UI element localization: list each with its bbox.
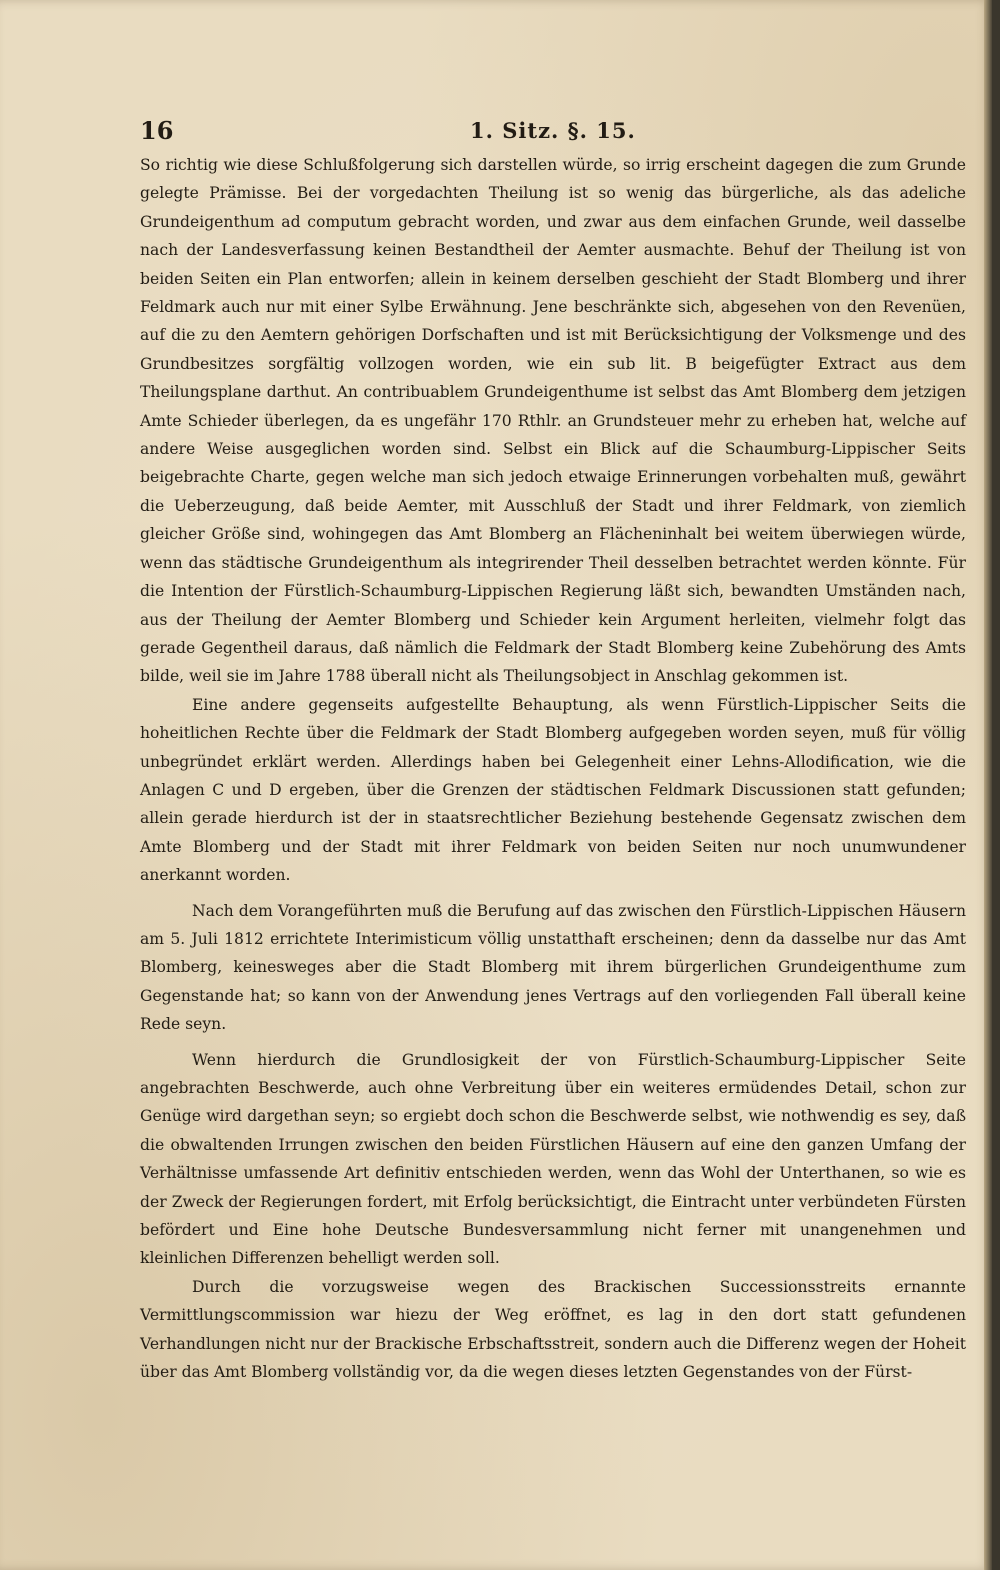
page-number: 16 [140,116,174,145]
body-text [140,151,966,1386]
page-header [140,116,964,150]
paragraph-5: Durch die vorzugsweise wegen des Brackischen Successionsstreits ernannte Vermittlungscommission war hiezu der Weg eröffnet, es lag in den dort statt gefundenen Verhandlungen nicht nur der Brackische Erbschaftsstreit, sondern auch die Differenz wegen der Hoheit über das Amt Blomberg vollständig vor, da die wegen dieses letzten Gegenstandes von der Fürst- [140,1277,966,1382]
paragraph-4: Wenn hierdurch die Grundlosigkeit der von Fürstlich-Schaumburg-Lippischer Seite angebrachten Beschwerde, auch ohne Verbreitung über ein weiteres ermüdendes Detail, schon zur Genüge wird dargethan seyn; so ergiebt doch schon die Beschwerde selbst, wie nothwendig es sey, daß die obwaltenden Irrungen zwischen den beiden Fürstlichen Häusern auf eine den ganzen Umfang der Verhältnisse umfassende Art definitiv entschieden werden, wenn das Wohl der Unterthanen, so wie es der Zweck der Regierungen fordert, mit Erfolg berücksichtigt, die Eintracht unter verbündeten Fürsten befördert und Eine hohe Deutsche Bundesversammlung nicht ferner mit unangenehmen und kleinlichen Differenzen behelligt werden soll. [140,1050,966,1268]
paragraph-1: So richtig wie diese Schlußfolgerung sich darstellen würde, so irrig erscheint dagegen die zum Grunde gelegte Prämisse. Bei der vorgedachten Theilung ist so wenig das bürgerliche, als das adeliche Grundeigenthum ad computum gebracht worden, und zwar aus dem einfachen Grunde, weil dasselbe nach der Landesverfassung keinen Bestandtheil der Aemter ausmachte. Behuf der Theilung ist von beiden Seiten ein Plan entworfen; allein in keinem derselben geschieht der Stadt Blomberg und ihrer Feldmark auch nur mit einer Sylbe Erwähnung. Jene beschränkte sich, abgesehen von den Revenüen, auf die zu den Aemtern gehörigen Dorfschaften und ist mit Berücksichtigung der Volksmenge und des Grundbesitzes sorgfältig vollzogen worden, wie ein sub lit. B beigefügter Extract aus dem Theilungsplane darthut. An contribuablem Grundeigenthume ist selbst das Amt Blomberg dem jetzigen Amte Schieder überlegen, da es ungefähr 170 Rthlr. an Grundsteuer mehr zu erheben hat, welche auf andere Weise ausgeglichen worden sind. Selbst ein Blick auf die Schaumburg-Lippischer Seits beigebrachte Charte, gegen welche man sich jedoch etwaige Erinnerungen vorbehalten muß, gewährt die Ueberzeugung, daß beide Aemter, mit Ausschluß der Stadt und ihrer Feldmark, von ziemlich gleicher Größe sind, wohingegen das Amt Blomberg an Flächeninhalt bei weitem überwiegen würde, wenn das städtische Grundeigenthum als integrirender Theil desselben betrachtet werden könnte. Für die Intention der Fürstlich-Schaumburg-Lippischen Regierung läßt sich, bewandten Umständen nach, aus der Theilung der Aemter Blomberg und Schieder kein Argument herleiten, vielmehr folgt das gerade Gegentheil daraus, daß nämlich die Feldmark der Stadt Blomberg keine Zubehörung des Amts bilde, weil sie im Jahre 1788 überall nicht als Theilungsobject in Anschlag gekommen ist. [140,156,966,686]
paragraph-3: Nach dem Vorangeführten muß die Berufung auf das zwischen den Fürstlich-Lippischen Häusern am 5. Juli 1812 errichtete Interimisticum völlig unstatthaft erscheinen; denn da dasselbe nur das Amt Blomberg, keinesweges aber die Stadt Blomberg mit ihrem bürgerlichen Grundeigenthume zum Gegenstande hat; so kann von der Anwendung jenes Vertrags auf den vorliegenden Fall überall keine Rede seyn. [140,901,966,1034]
page-edge-shadow [984,0,992,1570]
paragraph-2: Eine andere gegenseits aufgestellte Behauptung, als wenn Fürstlich-Lippischer Seits die hoheitlichen Rechte über die Feldmark der Stadt Blomberg aufgegeben worden seyen, muß für völlig unbegründet erklärt werden. Allerdings haben bei Gelegenheit einer Lehns-Allodification, wie die Anlagen C und D ergeben, über die Grenzen der städtischen Feldmark Discussionen statt gefunden; allein gerade hierdurch ist der in staatsrechtlicher Beziehung bestehende Gegensatz zwischen dem Amte Blomberg und der Stadt mit ihrer Feldmark von beiden Seiten nur noch unumwundener anerkannt worden. [140,695,966,885]
running-head: 1. Sitz. §. 15. [470,118,636,143]
